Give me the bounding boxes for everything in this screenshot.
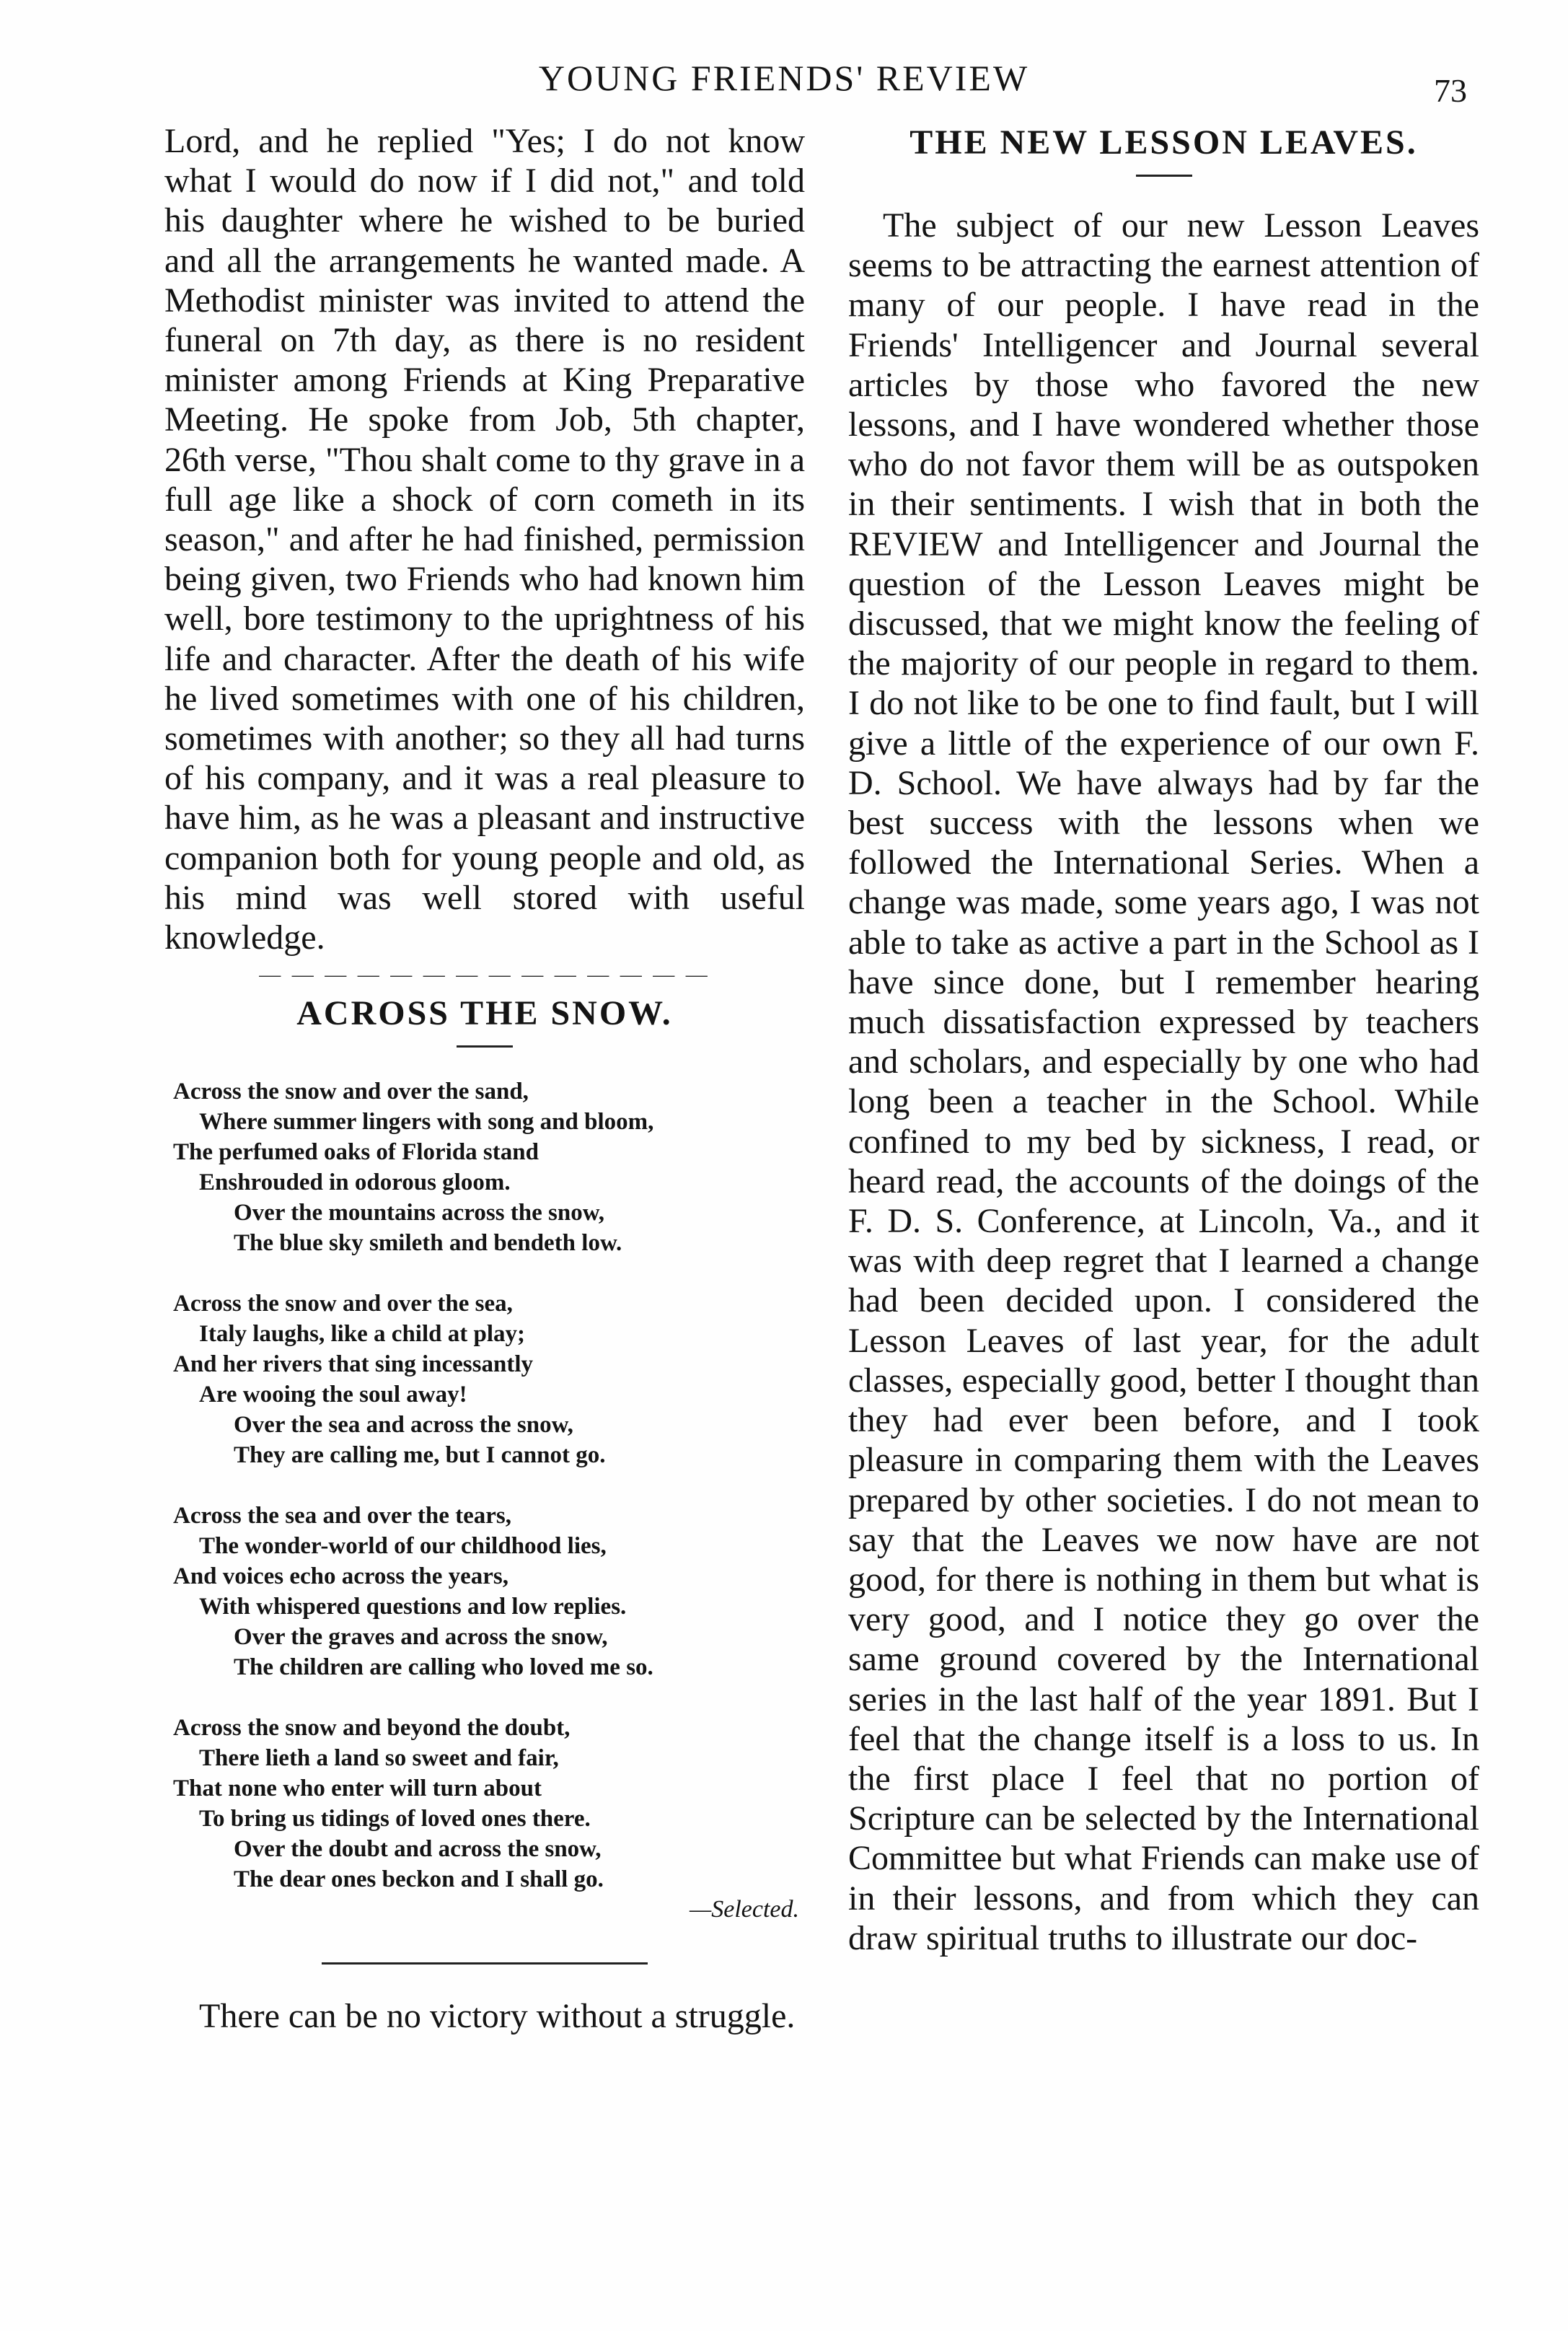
journal-title: YOUNG FRIENDS' REVIEW [538,58,1030,98]
article-paragraph: The subject of our new Lesson Leaves seems to be attracting the earnest attention of many of our people. I have read in the Friends' Intelligencer and Journal several articles by those who favored the new lessons, and I have wondered whether those who do not favor them will be as outspoken in their sentiments. I wish that in both the REVIEW and Intelligencer and Journal the question of the Lesson Leaves might be discussed, that we might know the feeling of the majority of our people in regard to them. I do not like to be one to find fault, but I will give a little of the experience of our own F. D. School. We have always had by far the best success with the lessons when we followed the International Series. When a change was made, some years ago, I was not able to take as active a part in the School as I have since done, but I remember hearing much dissatisfaction expressed by teachers and scholars, and especially by one who had long been a teacher in the School. While confined to my bed by sickness, I read, or heard read, the accounts of the doings of the F. D. S. Conference, at Lincoln, Va., and it was with deep regret that I learned a change had been decided upon. I considered the Lesson Leaves of last year, for the adult classes, especially good, better I thought than they had ever been before, and I took pleasure in comparing them with the Leaves prepared by other societies. I do not mean to say that the Leaves we now have are not good, for there is nothing in them but what is very good, and I notice they go over the same ground covered by the International series in the last half of the year 1891. But I feel that the change itself is a loss to us. In the first place I feel that no portion of Scripture can be selected by the International Committee but what Friends can make use of in their lessons, and from which they can draw spiritual truths to illustrate our doc- [848,206,1479,1957]
poem [164,1076,805,1925]
poem-line: The wonder-world of our childhood lies, [199,1533,607,1560]
poem-line: They are calling me, but I cannot go. [234,1442,606,1469]
poem-line: Over the graves and across the snow, [234,1624,608,1651]
poem-title: ACROSS THE SNOW. [296,994,673,1033]
poem-line: Across the snow and over the sand, [173,1079,529,1105]
obituary-paragraph: Lord, and he replied "Yes; I do not know what I would do now if I did not," and told his daughter where he wished to be buried and all the arrangements he wanted made. A Methodist minister was invited to attend the funeral on 7th day, as there is no resident minister among Friends at King Preparative Meeting. He spoke from Job, 5th chapter, 26th verse, "Thou shalt come to thy grave in a full age like a shock of corn cometh in its season," and after he had finished, permission being given, two Friends who had known him well, bore testimony to the uprightness of his life and character. After the death of his wife he lived sometimes with one of his children, sometimes with another; so they all had turns of his company, and it was a real pleasure to have him, as he was a pleasant and instructive companion both for young people and old, as his mind was well stored with useful knowledge. [164,122,805,957]
poem-line: Across the sea and over the tears, [173,1503,511,1529]
poem-line: Over the mountains across the snow, [234,1200,604,1226]
closing-text: There can be no victory without a struggle. [199,1997,796,2036]
poem-line: The children are calling who loved me so. [234,1654,653,1681]
obituary-continuation [164,121,805,957]
article-title: THE NEW LESSON LEAVES. [909,123,1418,162]
poem-line: Italy laughs, like a child at play; [199,1321,525,1348]
poem-line: There lieth a land so sweet and fair, [199,1745,559,1772]
poem-line: The blue sky smileth and bendeth low. [234,1230,622,1257]
poem-line: Over the sea and across the snow, [234,1412,573,1439]
poem-line: The perfumed oaks of Florida stand [173,1139,539,1166]
poem-line: Are wooing the soul away! [199,1382,467,1408]
title-rule [1136,175,1192,177]
poem-line: Where summer lingers with song and bloom, [199,1109,654,1136]
page-number: 73 [1434,72,1467,109]
poem-line: That none who enter will turn about [173,1775,542,1802]
poem-line: The dear ones beckon and I shall go. [234,1866,604,1893]
poem-stanza [164,1076,805,1258]
left-column [164,121,805,2036]
title-rule [457,1045,513,1048]
section-divider: — — — — — — — — — — — — — — [259,962,710,987]
poem-line: With whispered questions and low replies. [199,1594,627,1620]
poem-line: Across the snow and beyond the doubt, [173,1715,571,1742]
running-head [0,56,1568,114]
poem-stanza [164,1289,805,1470]
poem-line: Across the snow and over the sea, [173,1291,513,1317]
poem-line: Enshrouded in odorous gloom. [199,1169,511,1196]
poem-line: Over the doubt and across the snow, [234,1836,602,1863]
poem-line: And her rivers that sing incessantly [173,1351,533,1378]
closing-rule [322,1962,648,1965]
poem-attribution: —Selected. [690,1896,799,1923]
poem-line: To bring us tidings of loved ones there. [199,1806,591,1832]
closing-maxim [164,1996,805,2036]
lesson-leaves-article [848,206,1479,1958]
right-column [848,121,1479,1958]
poem-stanza [164,1713,805,1895]
poem-stanza [164,1501,805,1682]
poem-line: And voices echo across the years, [173,1563,508,1590]
